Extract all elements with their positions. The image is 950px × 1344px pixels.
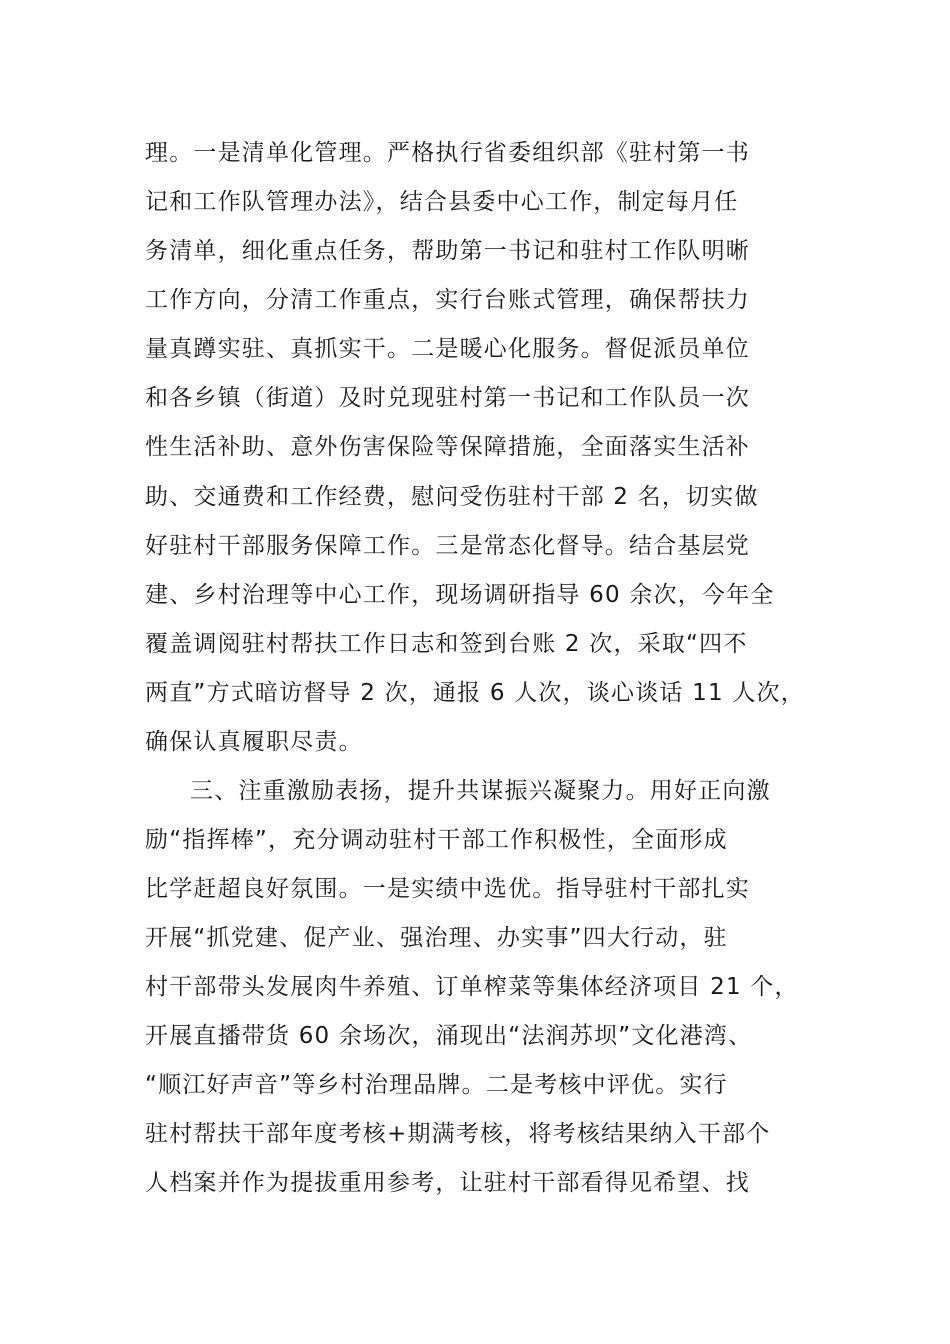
text-line: 性生活补助、意外伤害保险等保障措施，全面落实生活补 (145, 434, 750, 460)
text-line: 人档案并作为提拔重用参考，让驻村干部看得见希望、找 (145, 1170, 750, 1196)
text-line: 驻村帮扶干部年度考核+期满考核，将考核结果纳入干部个 (145, 1121, 771, 1147)
text-line: 开展直播带货 60 余场次，涌现出“法润苏坝”文化港湾、 (145, 1023, 753, 1049)
text-line: 量真蹲实驻、真抓实干。二是暖心化服务。督促派员单位 (145, 336, 750, 362)
text-line: 确保认真履职尽责。 (145, 729, 363, 755)
text-line: 比学赶超良好氛围。一是实绩中选优。指导驻村干部扎实 (145, 876, 750, 902)
text-line: 开展“抓党建、促产业、强治理、办实事”四大行动，驻 (145, 925, 728, 951)
text-line: 记和工作队管理办法》，结合县委中心工作，制定每月任 (145, 189, 739, 215)
text-line: 工作方向，分清工作重点，实行台账式管理，确保帮扶力 (145, 287, 750, 313)
section-heading-line: 三、注重激励表扬，提升共谋振兴凝聚力。用好正向激 (190, 778, 771, 804)
text-line: 好驻村干部服务保障工作。三是常态化督导。结合基层党 (145, 533, 750, 559)
text-line: 励“指挥棒”，充分调动驻村干部工作积极性，全面形成 (145, 827, 728, 853)
text-line: 务清单，细化重点任务，帮助第一书记和驻村工作队明晰 (145, 238, 750, 264)
text-line: 和各乡镇（街道）及时兑现驻村第一书记和工作队员一次 (145, 385, 750, 411)
text-line: “顺江好声音”等乡村治理品牌。二是考核中评优。实行 (145, 1072, 728, 1098)
text-line: 两直”方式暗访督导 2 次，通报 6 人次，谈心谈话 11 人次， (145, 680, 805, 706)
text-line: 理。一是清单化管理。严格执行省委组织部《驻村第一书 (145, 140, 750, 166)
text-line: 覆盖调阅驻村帮扶工作日志和签到台账 2 次，采取“四不 (145, 631, 748, 657)
text-line: 建、乡村治理等中心工作，现场调研指导 60 余次，今年全 (145, 582, 775, 608)
text-line: 村干部带头发展肉牛养殖、订单榨菜等集体经济项目 21 个， (145, 974, 799, 1000)
text-line: 助、交通费和工作经费，慰问受伤驻村干部 2 名，切实做 (145, 484, 759, 510)
